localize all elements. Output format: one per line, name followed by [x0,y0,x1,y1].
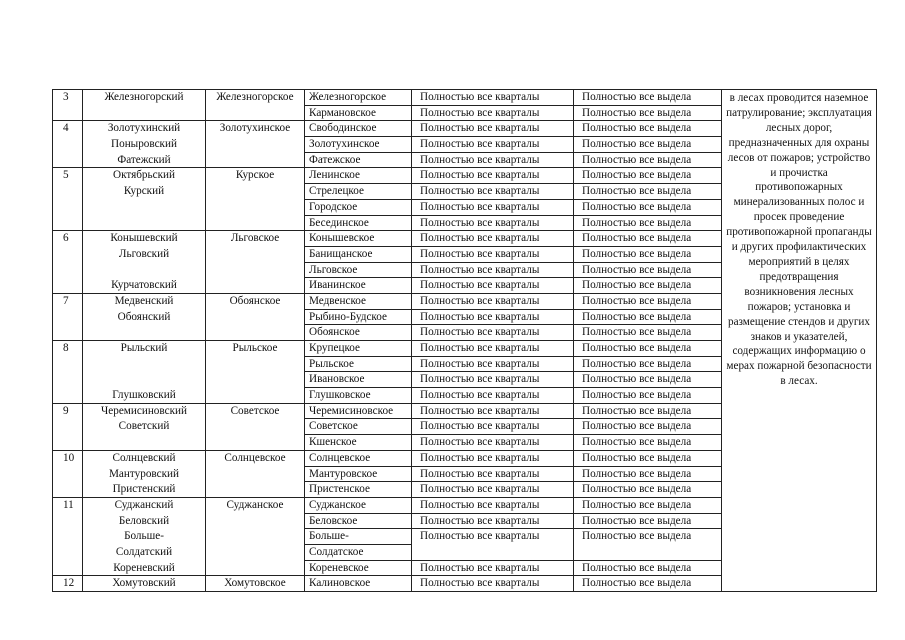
row-number-cell: 8 [53,341,83,357]
district-cell [83,325,206,341]
quarters-cell: Полностью все кварталы [412,560,574,576]
row-number-cell [53,309,83,325]
forestry-cell [206,278,305,294]
plots-cell: Полностью все выдела [574,403,722,419]
quarters-cell: Полностью все кварталы [412,199,574,215]
forestry-cell [206,199,305,215]
district-cell: Хомутовский [83,576,206,592]
district-cell: Льговский [83,246,206,262]
district-cell: Конышевский [83,231,206,247]
forestry-cell [206,544,305,560]
row-number-cell [53,105,83,121]
row-number-cell [53,419,83,435]
district-cell [83,199,206,215]
subforestry-cell: Калиновское [305,576,412,592]
row-number-cell: 7 [53,293,83,309]
row-number-cell [53,560,83,576]
forestry-cell [206,466,305,482]
row-number-cell: 10 [53,450,83,466]
forestry-cell [206,356,305,372]
row-number-cell: 3 [53,90,83,106]
quarters-cell: Полностью все кварталы [412,419,574,435]
forestry-cell: Обоянское [206,293,305,309]
subforestry-cell: Конышевское [305,231,412,247]
forestry-cell [206,435,305,451]
forestry-cell [206,419,305,435]
quarters-cell: Полностью все кварталы [412,105,574,121]
subforestry-cell: Стрелецкое [305,184,412,200]
subforestry-cell: Пристенское [305,482,412,498]
plots-cell: Полностью все выдела [574,246,722,262]
forestry-cell [206,215,305,231]
subforestry-cell: Льговское [305,262,412,278]
plots-cell: Полностью все выдела [574,466,722,482]
subforestry-cell: Железногорское [305,90,412,106]
forestry-cell: Золотухинское [206,121,305,137]
forestry-cell: Солнцевское [206,450,305,466]
plots-cell: Полностью все выдела [574,482,722,498]
district-cell [83,262,206,278]
forestry-cell [206,482,305,498]
subforestry-cell: Солнцевское [305,450,412,466]
forestry-cell [206,560,305,576]
quarters-cell: Полностью все кварталы [412,184,574,200]
plots-cell: Полностью все выдела [574,215,722,231]
district-cell: Рыльский [83,341,206,357]
district-cell: Кореневский [83,560,206,576]
plots-cell: Полностью все выдела [574,419,722,435]
row-number-cell: 4 [53,121,83,137]
district-cell [83,215,206,231]
subforestry-cell: Больше- [305,529,412,545]
district-cell: Глушковский [83,388,206,404]
quarters-cell: Полностью все кварталы [412,278,574,294]
subforestry-cell: Бесединское [305,215,412,231]
row-number-cell [53,356,83,372]
district-cell: Больше- [83,529,206,545]
plots-cell: Полностью все выдела [574,168,722,184]
row-number-cell [53,482,83,498]
plots-cell: Полностью все выдела [574,576,722,592]
subforestry-cell: Глушковское [305,388,412,404]
row-number-cell [53,262,83,278]
quarters-cell: Полностью все кварталы [412,293,574,309]
row-number-cell: 6 [53,231,83,247]
plots-cell: Полностью все выдела [574,121,722,137]
forestry-cell: Железногорское [206,90,305,106]
quarters-cell: Полностью все кварталы [412,403,574,419]
subforestry-cell: Беловское [305,513,412,529]
row-number-cell: 12 [53,576,83,592]
quarters-cell: Полностью все кварталы [412,325,574,341]
plots-cell: Полностью все выдела [574,529,722,545]
forestry-cell: Советское [206,403,305,419]
row-number-cell [53,199,83,215]
quarters-cell: Полностью все кварталы [412,450,574,466]
quarters-cell: Полностью все кварталы [412,246,574,262]
district-cell [83,105,206,121]
quarters-cell: Полностью все кварталы [412,231,574,247]
district-cell: Пристенский [83,482,206,498]
district-cell: Обоянский [83,309,206,325]
district-cell: Беловский [83,513,206,529]
subforestry-cell: Обоянское [305,325,412,341]
subforestry-cell: Мантуровское [305,466,412,482]
plots-cell: Полностью все выдела [574,262,722,278]
plots-cell: Полностью все выдела [574,309,722,325]
district-cell: Фатежский [83,152,206,168]
forestry-cell [206,152,305,168]
quarters-cell: Полностью все кварталы [412,466,574,482]
plots-cell: Полностью все выдела [574,356,722,372]
forestry-cell: Суджанское [206,497,305,513]
forestry-cell [206,372,305,388]
forestry-cell [206,246,305,262]
forestry-cell: Хомутовское [206,576,305,592]
row-number-cell [53,388,83,404]
subforestry-cell: Золотухинское [305,137,412,153]
subforestry-cell: Банищанское [305,246,412,262]
quarters-cell: Полностью все кварталы [412,356,574,372]
district-cell: Октябрьский [83,168,206,184]
district-cell: Советский [83,419,206,435]
measures-note-cell: в лесах проводится наземное патрулирование; эксплуатация лесных дорог, предназначенных для охраны лесов от пожаров; устройство и прочистка противопожарных минерализованных полос и просек проведение противопожарной пропаганды и других профилактических мероприятий в целях предотвращения возникновения лесных пожаров; установка и размещение стендов и других знаков и указателей, содержащих информацию о мерах пожарной безопасности в лесах. [722,90,877,592]
forestry-cell: Рыльское [206,341,305,357]
forestry-cell [206,105,305,121]
quarters-cell: Полностью все кварталы [412,137,574,153]
subforestry-cell: Кармановское [305,105,412,121]
subforestry-cell: Солдатское [305,544,412,560]
quarters-cell: Полностью все кварталы [412,435,574,451]
district-cell [83,372,206,388]
row-number-cell [53,184,83,200]
row-number-cell: 11 [53,497,83,513]
row-number-cell [53,215,83,231]
district-cell: Курский [83,184,206,200]
row-number-cell [53,435,83,451]
plots-cell: Полностью все выдела [574,199,722,215]
row-number-cell [53,372,83,388]
subforestry-cell: Фатежское [305,152,412,168]
plots-cell: Полностью все выдела [574,388,722,404]
plots-cell: Полностью все выдела [574,152,722,168]
forestry-cell: Льговское [206,231,305,247]
quarters-cell: Полностью все кварталы [412,262,574,278]
subforestry-cell: Городское [305,199,412,215]
plots-cell: Полностью все выдела [574,90,722,106]
district-cell [83,435,206,451]
district-cell [83,356,206,372]
row-number-cell [53,544,83,560]
quarters-cell: Полностью все кварталы [412,529,574,545]
district-cell: Железногорский [83,90,206,106]
row-number-cell: 9 [53,403,83,419]
subforestry-cell: Ленинское [305,168,412,184]
plots-cell: Полностью все выдела [574,450,722,466]
row-number-cell [53,529,83,545]
plots-cell: Полностью все выдела [574,560,722,576]
district-cell: Курчатовский [83,278,206,294]
district-cell: Мантуровский [83,466,206,482]
quarters-cell: Полностью все кварталы [412,215,574,231]
forestry-cell [206,137,305,153]
district-cell: Солнцевский [83,450,206,466]
plots-cell: Полностью все выдела [574,325,722,341]
district-cell: Золотухинский [83,121,206,137]
row-number-cell [53,137,83,153]
subforestry-cell: Рыбино-Будское [305,309,412,325]
row-number-cell [53,466,83,482]
plots-cell: Полностью все выдела [574,513,722,529]
row-number-cell [53,325,83,341]
quarters-cell: Полностью все кварталы [412,90,574,106]
quarters-cell: Полностью все кварталы [412,497,574,513]
forestry-cell: Курское [206,168,305,184]
quarters-cell: Полностью все кварталы [412,372,574,388]
subforestry-cell: Иванинское [305,278,412,294]
subforestry-cell: Черемисиновское [305,403,412,419]
subforestry-cell: Медвенское [305,293,412,309]
district-cell: Поныровский [83,137,206,153]
plots-cell: Полностью все выдела [574,435,722,451]
plots-cell: Полностью все выдела [574,341,722,357]
forest-fire-measures-table [52,89,877,592]
plots-cell: Полностью все выдела [574,231,722,247]
plots-cell: Полностью все выдела [574,497,722,513]
district-cell: Черемисиновский [83,403,206,419]
row-number-cell: 5 [53,168,83,184]
subforestry-cell: Крупецкое [305,341,412,357]
subforestry-cell: Кореневское [305,560,412,576]
row-number-cell [53,152,83,168]
quarters-cell: Полностью все кварталы [412,482,574,498]
row-number-cell [53,278,83,294]
forestry-cell [206,388,305,404]
quarters-cell: Полностью все кварталы [412,309,574,325]
table-row [53,90,877,106]
subforestry-cell: Рыльское [305,356,412,372]
quarters-cell: Полностью все кварталы [412,152,574,168]
forestry-cell [206,262,305,278]
district-cell: Солдатский [83,544,206,560]
plots-cell: Полностью все выдела [574,105,722,121]
forestry-cell [206,513,305,529]
row-number-cell [53,246,83,262]
district-cell: Суджанский [83,497,206,513]
plots-cell [574,544,722,560]
subforestry-cell: Суджанское [305,497,412,513]
quarters-cell: Полностью все кварталы [412,121,574,137]
quarters-cell: Полностью все кварталы [412,513,574,529]
quarters-cell: Полностью все кварталы [412,388,574,404]
plots-cell: Полностью все выдела [574,137,722,153]
forestry-cell [206,529,305,545]
quarters-cell: Полностью все кварталы [412,168,574,184]
plots-cell: Полностью все выдела [574,293,722,309]
forestry-cell [206,325,305,341]
district-cell: Медвенский [83,293,206,309]
plots-cell: Полностью все выдела [574,278,722,294]
quarters-cell [412,544,574,560]
quarters-cell: Полностью все кварталы [412,341,574,357]
subforestry-cell: Ивановское [305,372,412,388]
plots-cell: Полностью все выдела [574,184,722,200]
quarters-cell: Полностью все кварталы [412,576,574,592]
plots-cell: Полностью все выдела [574,372,722,388]
row-number-cell [53,513,83,529]
subforestry-cell: Свободинское [305,121,412,137]
forestry-cell [206,309,305,325]
subforestry-cell: Кшенское [305,435,412,451]
forestry-cell [206,184,305,200]
subforestry-cell: Советское [305,419,412,435]
